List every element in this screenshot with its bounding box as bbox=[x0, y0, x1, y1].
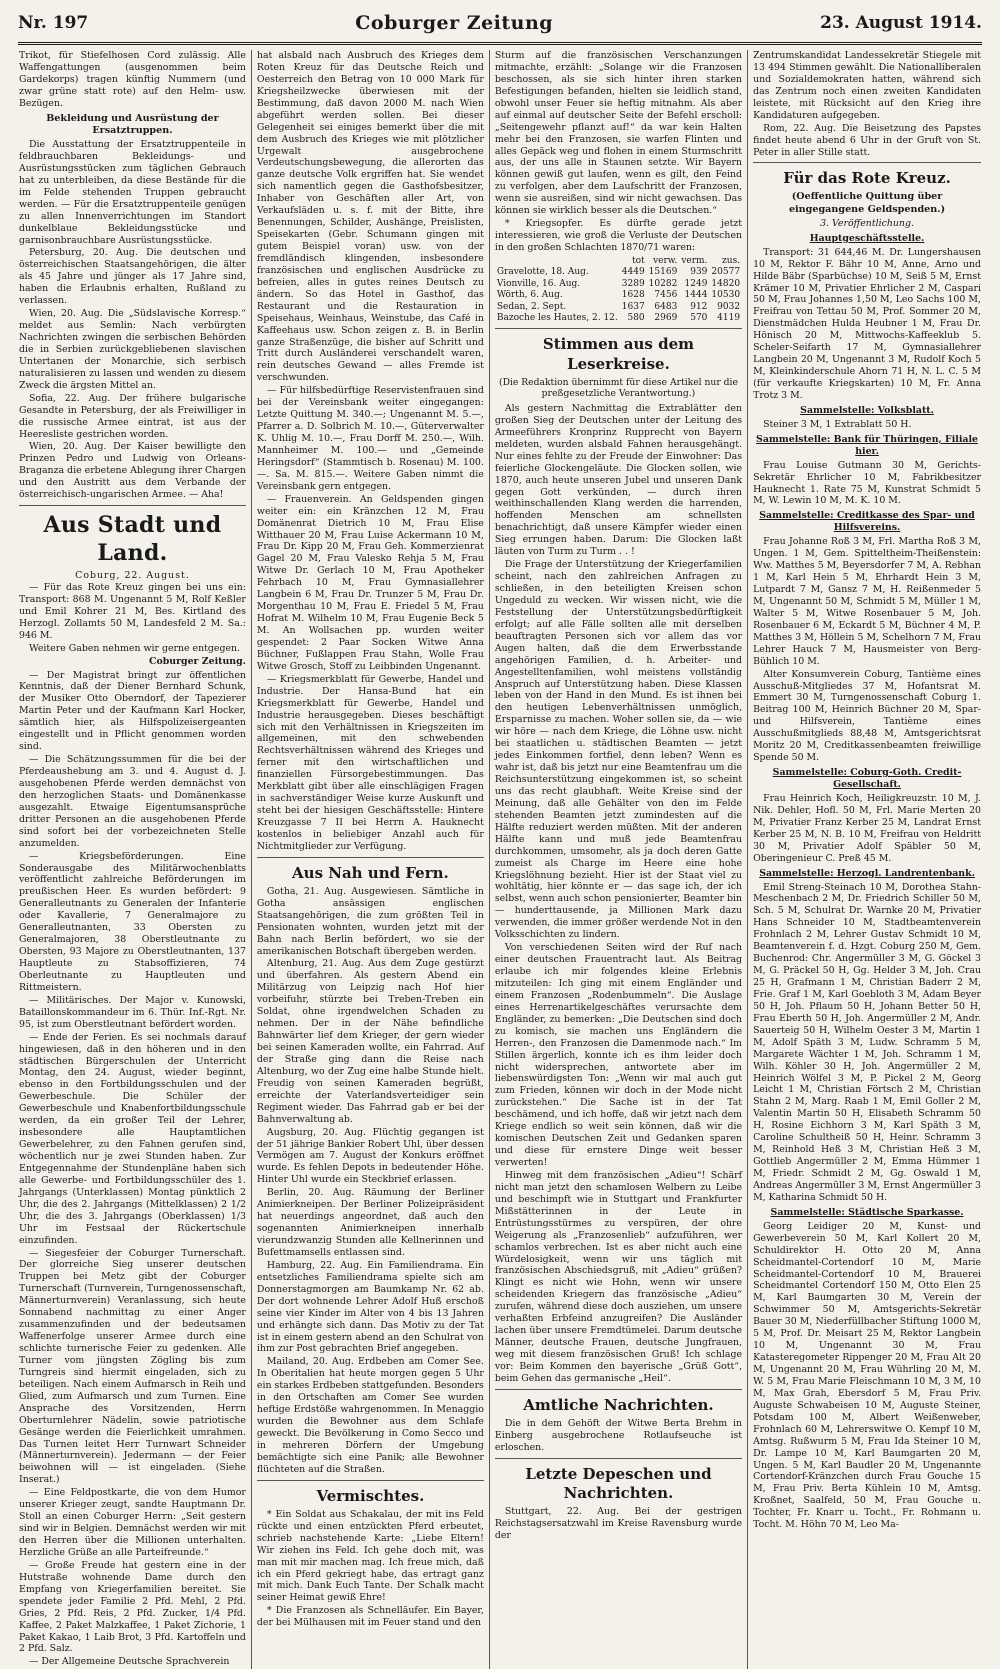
paragraph: — Der Magistrat bringt zur öffentlichen Kenntnis, daß der Diener Bernhard Schunk, der Musiker Otto Oberndorf, der Tapezierer Martin Peter und der Kaufmann Karl Hocker, sämtlich hier, als Hilfspolizeisergeanten eingestellt und in Pflicht genommen worden sind. bbox=[19, 669, 246, 753]
table-cell: verw. bbox=[653, 255, 678, 266]
table-cell: Vionville, 16. Aug. bbox=[496, 278, 581, 289]
table-header-row bbox=[495, 256, 742, 267]
table-cell: 2969 bbox=[654, 313, 678, 324]
divider bbox=[257, 1480, 484, 1481]
column-2 bbox=[252, 50, 490, 1669]
section-heading: Aus Nah und Fern. bbox=[292, 863, 449, 882]
table-cell: 15169 bbox=[648, 267, 678, 278]
collection-point-heading: Sammelstelle: Städtische Sparkasse. bbox=[770, 1206, 964, 1218]
paragraph: Weitere Gaben nehmen wir gerne entgegen. bbox=[29, 642, 241, 654]
paragraph: Petersburg, 20. Aug. Die deutschen und österreichischen Staatsangehörigen, die älter als 45 Jahre und jünger als 17 Jahre sind, haben die Erlaubnis erhalten, Rußland zu verlassen. bbox=[19, 247, 246, 307]
subheading: (Oeffentliche Quittung über eingegangene Geldspenden.) bbox=[788, 191, 946, 215]
newspaper-title: Coburger Zeitung bbox=[355, 12, 554, 34]
paragraph: — Militärisches. Der Major v. Kunowski, Bataillonskommandeur im 6. Thür. Inf.-Rgt. Nr. 95, ist zum Oberstleutnant befördert worden. bbox=[19, 994, 246, 1030]
paragraph: — Kriegsbeförderungen. Eine Sonderausgabe des Militärwochenblatts veröffentlicht zahlreiche Beförderungen im preußischen Heer. Es wurden befördert: 9 Generalleutnants zu Generalen der Infanterie oder Kavallerie, 7 Generalmajore zu Generalleutnanten, 33 Obersten zu Generalmajoren, 38 Oberstleutnante zu Obersten, 93 Majore zu Oberstleutnanten, 137 Hauptleute zu Stabsoffizieren, 74 Oberleutnante zu Hauptleuten und Rittmeistern. bbox=[19, 850, 246, 993]
paragraph: — Siegesfeier der Coburger Turnerschaft. Der glorreiche Sieg unserer deutschen Truppen bei Metz gibt der Coburger Turnerschaft (Turnverein, Turngenossenschaft, Männerturnverein) Veranlassung, sich heute Sonnabend nachmittag zu einer Anger zusammenzufinden und der bedeutsamen Waffenerfolge unserer Armee durch eine schlichte turnerische Feier zu gedenken. Alle Turner vom jüngsten Zögling bis zum Turngreis sind hiermit eingeladen, sich zu beteiligen. Nach einem Aufmarsch in Reih und Glied, zum Aufmarsch und zum Turnen. Eine Ansprache des Vorsitzenden, Herrn Oberturnlehrer Nädelin, sowie patriotische Gesänge werden die Feierlichkeit umrahmen. Das Turnen leitet Herr Turnwart Schneider (Männerturnverein). Jedermann — der Feier beiwohnen will — ist eingeladen. (Siehe Inserat.) bbox=[19, 1247, 246, 1486]
column-3 bbox=[490, 50, 748, 1669]
paragraph: — Für hilfsbedürftige Reservistenfrauen sind bei der Vereinsbank weiter eingegangen: Letzte Quittung M. 340.—; Ungenannt M. 5.—, Pfarrer a. D. Solbrich M. 10.—, Güterverwalter K. Uhlig M. 10.—, Frau Dorff M. 250.—, Wilh. Mannheimer M. 100.— und „Gemeinde Heringsdorf“ (Stammtisch b. Rosenau) M. 100.—. Sa. M. 815.—. Weitere Gaben nimmt die Vereinsbank gern entgegen. bbox=[256, 385, 484, 492]
collection-point-heading: Sammelstelle: Coburg-Goth. Credit-Gesellschaft. bbox=[772, 767, 962, 791]
paragraph: Sofia, 22. Aug. Der frühere bulgarische Gesandte in Petersburg, der als Freiwilliger in die russische Armee eintrat, ist aus der Heeresliste gestrichen worden. bbox=[19, 392, 246, 440]
paragraph: * Ein Soldat aus Schakalau, der mit ins Feld rückte und einen entzückten Pferd erbeutet, schrieb nachstehende Karte: „Liebe Eltern! Wir ziehen ins Feld. Ich gehe doch mit, was man mit mir machen mag. Ich freue mich, daß ich ein Pferd gekriegt habe, das ertragt ganz mit mich. Dank Euch Tante. Der Schalk macht seiner Heimat gewiß Ehre! bbox=[256, 1508, 484, 1604]
table-cell: verm. bbox=[681, 255, 708, 266]
editorial-note: (Die Redaktion übernimmt für diese Artikel nur die preßgesetzliche Verantwortung.) bbox=[498, 376, 738, 400]
table-row bbox=[495, 313, 742, 324]
paragraph: Alter Konsumverein Coburg, Tantième eines Ausschuß-Mitgliedes 37 M, Hofantsrat M. Emmert 30 M, Turngenossenschaft Coburg 1. Beitrag 100 M, Heinrich Büchner 20 M, Spar- und Hilfsverein, Tantième eines Ausschußmitglieds 88,48 M, Amtsgerichtsrat Moritz 20 M, Creditkassenbeamten freiwillige Spende 50 M. bbox=[753, 668, 981, 764]
paragraph: Hinweg mit dem französischen „Adieu“! Schärf nicht man jetzt den schamlosen Welbern zu Leibe und beschimpft wie in Stuttgart und Frankfurter Mißstätterinnen in der Leute in Entrüstungsstürmes zu verspüren, der ohre Weigerung als „Franzosenlieb“ aufzuführen, wer schamlos verbrechen. Ist es aber nicht auch eine Würdelosigkeit, wenn wir uns täglich mit französischen Abschiedsgruß, mit „Adieu“ grüßen? Klingt es nicht wie Hohn, wenn wir unsere scheidenden Kriegern das französische „Adieu“ zurufen, während diese doch ausziehen, um unsere verhaßten Erbfeind anzugreifen? Die Ausländer lachen über unsere Fremdtümelei. Darum deutsche Männer, deutsche Frauen, deutsche Jungfrauen, weg mit diesem französischen Gruß! Ich schlage vor: Beim Kommen den bayerische „Grüß Gott“, beim Gehen das germanische „Heil“. bbox=[494, 1169, 743, 1384]
section-heading: Amtliche Nachrichten. bbox=[523, 1395, 714, 1414]
paragraph: Wien, 20. Aug. Der Kaiser bewilligte den Prinzen Pedro und Ludwig von Orleans-Braganza die erbetene Ablegung ihrer Chargen und den Austritt aus dem Verbande der österreichisch-ungarischen Armee. — Aha! bbox=[19, 441, 246, 501]
table-row bbox=[495, 290, 742, 301]
paragraph: hat alsbald nach Ausbruch des Krieges dem Roten Kreuz für das Deutsche Reich und Oesterreich den Betrag von 10 000 Mark für Kriegsheilzwecke überwiesen mit der Bestimmung, daß davon 2000 M. nach Wien abgeführt werden sollen. Bei dieser Gelegenheit sei einiges bemerkt über die mit dem Ausbruch des Krieges wie mit plötzlicher Urgewalt ausgebrochene Verdeutschungsbewegung, die allerorten das ganze deutsche Volk ergriffen hat. Sie wendet sich namentlich gegen die Gasthofsbesitzer, Inhaber von Geschäften aller Art, von Verkaufsläden u. s. f. mit der Bitte, ihre Benennungen, Schilder, Aushänge, Preislisten, Speisekarten (Gebr. Schumann gingen mit gutem Beispiel voran) usw. von der fremdländisch klingenden, insbesondere französischen und englischen Ausdrücke zu befreien, alles in gutes reines Deutsch zu ändern. So das Hotel in Gasthof, das Restaurant und die Restauration in Speisehaus, Weinhaus, Weinstube, das Café in Kaffeehaus usw. Schon zeigen z. B. in Berlin ganze Straßenzüge, die bisher auf Schritt und Tritt durch Ausländerei verschandelt waren, rein deutsches Gewand — alles Fremde ist verschwunden. bbox=[256, 50, 484, 384]
paragraph: Zentrumskandidat Landessekretär Stiegele mit 13 494 Stimmen gewählt. Die Nationalliberalen und Sozialdemokraten hatten, während sich das Zentrum noch einen zweiten Kandidaten leistete, mit Rücksicht auf den Krieg ihre Kandidaturen aufgegeben. bbox=[753, 50, 981, 121]
paragraph: Rom, 22. Aug. Die Beisetzung des Papstes findet heute abend 6 Uhr in der Gruft von St. Peter in aller Stille statt. bbox=[753, 122, 981, 158]
dateline: Coburg, 22. August. bbox=[75, 570, 190, 582]
paragraph: — Kriegsmerkblatt für Gewerbe, Handel und Industrie. Der Hansa-Bund hat ein Kriegsmerkblatt für Gewerbe, Handel und Industrie herausgegeben. Dieses beschäftigt sich mit den Verhältnissen in Kriegszeiten im allgemeinen, mit den schwebenden Rechtsverhältnissen während des Krieges und ferner mit den wirtschaftlichen und finanziellen Fürsorgebestimmungen. Das Merkblatt gibt über alle einschlägigen Fragen in sachverständiger Weise kurze Auskunft und steht bei der hiesigen Geschäftsstelle: Hintere Kreuzgasse 7 II bei Herrn A. Hauknecht kostenlos in beliebiger Anzahl auch für Nichtmitglieder zur Verfügung. bbox=[256, 673, 484, 852]
paragraph: Sturm auf die französischen Verschanzungen mitmachte, erzählt: „Solange wir die Franzosen beschossen, als sie sich hinter ihren starken Befestigungen befanden, hielten sie leidlich stand, obwohl unser Feuer sie heftig mitnahm. Als aber auf einmal auf deutscher Seite der Befehl erscholl: „Seitengewehr pflanzt auf!“ da war kein Halten mehr bei den Franzosen, sie warfen Flinten und alles Gepäck weg und flohen in einem Sturmschritt aus, der uns alle in Staunen setzte. Wir Bayern können gewiß gut laufen, wenn es gilt, den Feind zu verfolgen, aber dem Laufschritt der Franzosen, wenn sie ausreißen, sind wir nicht gewachsen. Das können sie wirklich besser als die Deutschen.“ bbox=[494, 50, 743, 217]
paragraph: Von verschiedenen Seiten wird der Ruf nach einer deutschen Frauentracht laut. Als Beitrag erlaube ich mir folgendes kleine Erlebnis mitzuteilen: Ich ging mit einem Engländer und einem Franzosen „Rodenbummeln“. Die Auslage eines Herrenartikelgeschäftes verursachte dem Engländer, zu bemerken: „Die Deutschen sind doch zu komisch, sie machen uns Engländern die Herren-, den Franzosen die Damenmode nach.“ Im Stillen ärgerlich, konnte ich es ihm leider doch nicht widersprechen, antwortete aber im liebenswürdigsten Ton: „Wenn wir mal auch gut zum Frieden, können wir doch in der Mode nicht zurückstehen.“ Die Sache ist in der Tat beschämend, und ich hoffe, daß wir jetzt nach dem Kriege endlich so weit sein können, daß wir die komischen Deutschen Zeit und Gedanken sparen und diese für ernstere Dinge weit besser verwerten! bbox=[494, 942, 743, 1168]
section-heading: Letzte Depeschen und Nachrichten. bbox=[525, 1464, 712, 1502]
table-cell: 9032 bbox=[717, 301, 741, 312]
paragraph: — Die Schätzungssummen für die bei der Pferdeaushebung am 3. und 4. August d. J. ausgehobenen Pferde werden demnächst von den herzoglichen Staats- und Domänenkasse ausgezahlt. Etwaige Eigentumsansprüche dritter Personen an die ausgehobenen Pferde sind sofort bei der vorbezeichneten Stelle anzumelden. bbox=[19, 754, 246, 849]
table-row bbox=[495, 279, 742, 290]
divider bbox=[495, 1389, 742, 1390]
paragraph: Berlin, 20. Aug. Räumung der Berliner Animierkneipen. Der Berliner Polizeipräsident hat neuerdings angeordnet, daß auch den sogenannten Animierkneipen innerhalb vierundzwanzig Stunden alle Kellnerinnen und Bufettmamsells entlassen sind. bbox=[256, 1187, 484, 1258]
table-cell: tot bbox=[632, 255, 645, 266]
masthead bbox=[18, 4, 982, 45]
table-cell: 580 bbox=[627, 313, 645, 324]
table-cell: 912 bbox=[690, 301, 708, 312]
signoff: Coburger Zeitung. bbox=[149, 655, 246, 667]
table-cell: 10282 bbox=[648, 278, 678, 289]
table-cell: zus. bbox=[722, 255, 741, 266]
paragraph: Georg Leidiger 20 M, Kunst- und Gewerbeverein 50 M, Karl Kollert 20 M, Schuldirektor H. Otto 20 M, Anna Scheidmantel-Cortendorf 10 M, Marie Scheidmantel-Cortendorf 10 M, Brauerei Scheidmantel Cortendorf 150 M, Otto Elen 25 M, Karl Baumgarten 30 M, Verein der Schwimmer 50 M, Amtsgerichts-Sekretär Bauer 30 M, Niederfüllbacher Stiftung 1000 M, 5 M, Prof. Dr. Meisart 25 M, Rektor Langbein 10 M, Ungenannt 30 M, Frau Katasteregometer Rippenger 20 M, Frau Alt 20 M, Ungenannt 20 M, Frau Wührling 20 M, M. W. 5 M, Frau Marie Fleischmann 10 M, 3 M, 10 M, Max Grah, Ebersdorf 5 M, Frau Priv. Auguste Schwabeisen 10 M, Auguste Steiner, Potsdam 100 M, Albert Weißenweber, Frohnlach 60 M, Lehrerswitwe O. Kempf 10 M, Amtsg. Rußwurm 5 M, Frau Ida Steiner 10 M, Dr. Lampe 10 M, Karl Baumgarten 20 M, Ungen. 5 M, Karl Baudler 20 M, Ungenannte Cortendorf-Kränzchen durch Frau Gouche 15 M, Frau Priv. Berta Kühlein 10 M, Amtsg. Kroßnet, Saalfeld, 50 M, Frau Gouche u. Tochter, Fr. Knarr u. Tocht., Fr. Rohmann u. Tocht. M. Höhn 70 M, Leo Ma- bbox=[753, 1220, 981, 1531]
table-cell: 1444 bbox=[684, 290, 708, 301]
collection-point-heading: Sammelstelle: Bank für Thüringen, Filiale hier. bbox=[756, 433, 978, 457]
table-cell: 4449 bbox=[621, 267, 645, 278]
paragraph: Die Ausstattung der Ersatztruppenteile in feldbrauchbaren Bekleidungs- und Ausrüstungsstücken zum täglichen Gebrauch hat zu unterbleiben, da diese Bestände für die im Felde stehenden Truppen gebraucht werden. — Für die Ersatztruppenteile genügen zu allen Innenverrichtungen im Standort dunkelblaue Bekleidungsstücke und garnisonbrauchbare Ausrüstungsstücke. bbox=[19, 139, 246, 246]
paragraph: Stuttgart, 22. Aug. Bei der gestrigen Reichstagsersatzwahl im Kreise Ravensburg wurde der bbox=[494, 1505, 743, 1541]
collection-point-heading: Sammelstelle: Volksblatt. bbox=[800, 404, 934, 416]
divider bbox=[19, 505, 246, 506]
paragraph: — Der Allgemeine Deutsche Sprachverein bbox=[29, 1656, 230, 1668]
paragraph: Augsburg, 20. Aug. Flüchtig gegangen ist der 51 jährige Bankier Robert Uhl, über dessen Vermögen am 7. August der Konkurs eröffnet wurde. Es fehlen Depots in bedeutender Höhe. Hinter Uhl wurde ein Steckbrief erlassen. bbox=[256, 1126, 484, 1186]
table-cell: 570 bbox=[690, 313, 708, 324]
divider bbox=[753, 162, 981, 163]
table-cell bbox=[495, 256, 620, 267]
paragraph: — Ende der Ferien. Es sei nochmals darauf hingewiesen, daß in den höheren und in den städtischen Bürgerschulen der Unterricht Montag, den 24. August, wieder beginnt, ebenso in den Fortbildungsschulen und der Gewerbeschule. Die Schüler der Gewerbeschule und Knabenfortbildungsschule werden, da ein großer Teil der Lehrer, insbesondere alle Hauptamtlichen Gewerbelehrer, zu den Fahnen gerufen sind, wöchentlich nur je zwei Stunden haben. Zur Entgegennahme der Stundenpläne haben sich alle Gewerbe- und Fortbildungsschüler des 1. Jahrgangs (Unterklassen) Montag pünktlich 2 Uhr, die des 2. Jahrgangs (Mittelklassen) 2 1/2 Uhr, die des 3. Jahrgangs (Oberklassen) 1/3 Uhr im Festsaal der Rückertschule einzufinden. bbox=[19, 1031, 246, 1246]
column-1 bbox=[14, 50, 252, 1669]
paragraph: Frau Johanne Roß 3 M, Frl. Martha Roß 3 M, Ungen. 1 M, Gem. Spitteltheim-Theißenstein: Ww. Matthes 5 M, Beyersdorfer 7 M, A. Rebhan 1 M, Karl Hein 5 M, Ehrhardt Hein 3 M, Lutpardt 7 M, Gansz 7 M, H. Reißenmeder 5 M, Ungenannt 50 M, Schmidt 5 M, Müller 1 M, Walter 5 M, Witwe Rosenbauer 5 M, Joh. Rosenbauer 6 M, Eckardt 5 M, Büchner 4 M, P. Matthes 3 M, Höllein 5 M, Schelhorn 7 M, Frau Lehrer Hauck 7 M, Hausmeister von Berg-Bühlich 10 M. bbox=[753, 536, 981, 667]
paragraph: Emil Streng-Steinach 10 M, Dorothea Stahn-Meschenbach 2 M, Dr. Friedrich Schiller 50 M, Sch. 5 M, Schulrat Dr. Warnke 20 M, Privatier Hans Schneider 10 M, Stadtbeamtenverein Frohnlach 2 M, Lehrer Gustav Schmidt 10 M, Beamtenverein f. d. Hzgt. Coburg 250 M, Gem. Buchenrod: Chr. Angermüller 3 M, G. Göckel 3 M, G. Präckel 50 H, Gg. Helder 3 M, Joh. Crau 25 H, Grafmann 1 M, Christian Baderr 2 M, Frie. Graf 1 M, Karl Goebloth 3 M, Adam Beyer 50 H, Joh. Pflaum 50 H, Johann Better 50 H, Frau Eberth 50 H, Joh. Angermüller 2 M, Andr. Sauerteig 50 H, Wilhelm Oester 3 M, Martin 1 M, Adolf Späth 3 M, Ludw. Schramm 5 M, Margarete Wächter 1 M, Joh. Schramm 1 M, Wilh. Köhler 30 H, Joh. Angermüller 2 M, Heinrich Wölfel 3 M, P. Pickel 2 M, Georg Leicht 1 M, Christian Förtsch 2 M, Christian Stahn 2 M, Marg. Raab 1 M, Emil Goller 2 M, Valentin Martin 50 H, Elisabeth Schramm 50 H, Rosine Eichhorn 3 M, Karl Späth 3 M, Caroline Schultheiß 50 H, Heinr. Schramm 3 M, Reinhold Heß 3 M, Christian Heß 3 M, Gottlieb Angermüller 2 M, Emma Hümmer 1 M, Friedr. Schmidt 2 M, Gg. Oswald 1 M, Andreas Angermüller 3 M, Ernst Angermüller 3 M, Katharina Schmidt 50 H. bbox=[753, 881, 981, 1203]
paragraph: Transport: 31 644,46 M. Dr. Lungershausen 10 M, Rektor F. Bähr 10 M, Anne, Arno und Hilde Bäbr (Sparbüchse) 10 M, Seiß 5 M, Ernst Krämer 10 M, Privatier Ehrlicher 2 M, Caspari 50 M, Frau Johannes 1,50 M, Leo Sachs 100 M, Freifrau von Tettau 50 M, Prof. Sommer 20 M, Dienstmädchen Hulda Heubner 1 M, Frau Dr. Hönisch 20 M, Mittwochs-Kaffeeklub 5. Scheler-Seifarth 17 M, Gymnasiallehrer Langbein 20 M, Ungenannt 3 M, Rudolf Koch 5 M, Kleinkinderschule Ahorn 71 H, N. L. C. 5 M (für verkaufte Kriegskarten) 10 M, Fr. Anna Trotz 3 M. bbox=[753, 246, 981, 401]
paragraph: Frau Heinrich Koch, Heiligkreuzstr. 10 M, J. Nik. Dehler, Hofl. 50 M, Frl. Marie Merten 20 M, Privatier Franz Kerber 25 M, Landrat Ernst Kerber 25 M, N. B. 10 M, Freifrau von Heldritt 30 M, Privatier Adolf Späbler 50 M, Oberingenieur C. Preß 45 M. bbox=[753, 792, 981, 864]
divider bbox=[495, 328, 742, 329]
paragraph: Hamburg, 22. Aug. Ein Familiendrama. Ein entsetzliches Familiendrama spielte sich am Donnerstagmorgen am Baumkamp Nr. 62 ab. Der dort wohnende Lehrer Adolf Huß erschoß seine vier Kinder im Alter von 4 bis 13 Jahren und erhängte sich dann. Das Motiv zu der Tat ist in einem gestern abend an den Schulrat von ihm zur Post gebrachten Brief angegeben. bbox=[256, 1259, 484, 1355]
table-cell: Sedan, 2. Sept. bbox=[496, 301, 567, 312]
subheading: Bekleidung und Ausrüstung der Ersatztruppen. bbox=[46, 112, 219, 136]
collection-point-heading: Sammelstelle: Creditkasse des Spar- und Hilfsvereins. bbox=[759, 510, 975, 534]
section-heading: Für das Rote Kreuz. bbox=[783, 169, 951, 188]
table-cell: 6483 bbox=[654, 301, 678, 312]
paragraph: Mailand, 20. Aug. Erdbeben am Comer See. In Oberitalien hat heute morgen gegen 5 Uhr ein starkes Erdbeben stattgefunden. Besonders in den Ortschaften am Comer See wurden heftige Erdstöße wahrgenommen. In Menaggio wurden die Bewohner aus dem Schlafe geweckt. Die Bevölkerung in Como Secco und in mehreren Dörfern der Umgebung bemächtigte sich eine Panik; alle Bewohner flüchteten auf die Straßen. bbox=[256, 1356, 484, 1475]
table-cell: 1637 bbox=[621, 301, 645, 312]
column-4 bbox=[748, 50, 986, 1669]
divider bbox=[495, 1458, 742, 1459]
paragraph: Gotha, 21. Aug. Ausgewiesen. Sämtliche in Gotha ansässigen englischen Staatsangehörigen, die zum größten Teil in Pensionaten wohnten, wurden jetzt mit der Bahn nach Berlin befördert, wo sie der amerikanischen Botschaft übergeben werden. bbox=[256, 885, 484, 957]
paragraph: — Frauenverein. An Geldspenden gingen weiter ein: ein Kränzchen 12 M, Frau Domänenrat Dietrich 10 M, Frau Elise Witthauer 20 M, Frau Luise Ackermann 10 M, Frau Dr. Kipp 20 M, Frau Geh. Kommerzienrat Gagel 20 M, Frau Valesko Rehja 5 M, Frau Witwe Dr. Gerlach 10 M, Frau Apotheker Fehrbach 10 M, Frau Gymnasiallehrer Langbein 6 M, Frau Dr. Trunzer 5 M, Frau Dr. Morgenthau 10 M, Frau E. Friedel 5 M, Frau Hofrat M. Wilhelm 10 M, Frau Eugenie Beck 5 M. An Wollsachen pp. wurden weiter gespendet: 2 Paar Socken Witwe Anna Büchner, Fußlappen Frau Stahn, Wolle Frau Witwe Grosch, Stoff zu Leibbinden Ungenannt. bbox=[256, 493, 484, 672]
section-heading: Aus Stadt und Land. bbox=[43, 512, 222, 567]
collection-point-heading: Sammelstelle: Herzogl. Landrentenbank. bbox=[759, 867, 975, 879]
issue-date: 23. August 1914. bbox=[820, 13, 982, 33]
table-row bbox=[495, 267, 742, 278]
section-heading: Stimmen aus dem Leserkreise. bbox=[542, 335, 694, 373]
table-cell: 7456 bbox=[654, 290, 678, 301]
paragraph: — Große Freude hat gestern eine in der Hutstraße wohnende Dame durch den Empfang von Kriegerfamilien bereitet. Sie spendete jeder Familie 2 Pfd. Mehl, 2 Pfd. Gries, 2 Pfd. Reis, 2 Pfd. Zucker, 1/4 Pfd. Kaffee, 2 Paket Malzkaffee, 1 Paket Zichorie, 1 Paket Kakao, 1 Laib Brot, 3 Pfd. Kartoffeln und 2 Pfd. Salz. bbox=[19, 1559, 246, 1655]
table-cell: 939 bbox=[690, 267, 708, 278]
table-cell: 20577 bbox=[711, 267, 741, 278]
paragraph: * Kriegsopfer. Es dürfte gerade jetzt interessieren, wie groß die Verluste der Deutschen in den großen Schlachten 1870/71 waren: bbox=[494, 218, 743, 253]
paragraph: Frau Louise Gutmann 30 M, Gerichts-Sekretär Ehrlicher 10 M, Fabrikbesitzer Hauknecht 1. Rate 75 M, Kunstrat Schmidt 5 M, W. Lewin 10 M, M. K. 10 M. bbox=[753, 459, 981, 507]
divider bbox=[257, 857, 484, 858]
paragraph: Altenburg, 21. Aug. Aus dem Zuge gestürzt und überfahren. Als gestern Abend ein Militärzug von Leipzig nach Hof hier vorbeifuhr, stürzte bei Treben-Treben ein Soldat, ohne irgendwelchen Schaden zu nehmen. Der in der Nähe befindliche Bahnwärter lief dem Krieger, der gern wieder bei seinen Kameraden wollte, ein Fahrrad. Auf der Straße ging dann die Reise nach Altenburg, wo der Zug eine halbe Stunde hielt. Freudig von seinen Kameraden begrüßt, erreichte der Vaterlandsverteidiger sein Regiment wieder. Das Fahrrad gab er bei der Bahnverwaltung ab. bbox=[256, 958, 484, 1125]
table-cell: 10530 bbox=[711, 290, 741, 301]
casualty-table bbox=[495, 256, 742, 325]
installment-label: 3. Veröffentlichung. bbox=[820, 217, 914, 229]
paragraph: Wien, 20. Aug. Die „Südslavische Korresp.“ meldet aus Semlin: Nach verbürgten Nachrichten zwingen die serbischen Behörden die in Serbien zurückgebliebenen slavischen Untertanen der Monarchie, sich serbisch naturalisieren zu lassen und wenden zu diesem Zweck die ärgsten Mittel an. bbox=[19, 308, 246, 391]
table-cell: Bazoche les Hautes, 2. 12. bbox=[496, 313, 618, 324]
table-cell: 1628 bbox=[621, 290, 645, 301]
table-cell: Gravelotte, 18. Aug. bbox=[496, 267, 589, 278]
table-cell: 4119 bbox=[717, 313, 741, 324]
table-cell: 3289 bbox=[621, 278, 645, 289]
collection-point-heading: Hauptgeschäftsstelle. bbox=[809, 232, 925, 244]
table-cell: 14820 bbox=[711, 278, 741, 289]
paragraph: Die in dem Gehöft der Witwe Berta Brehm in Einberg ausgebrochene Rotlaufseuche ist erloschen. bbox=[494, 1417, 743, 1453]
paragraph: Steiner 3 M, 1 Extrablatt 50 H. bbox=[763, 418, 912, 430]
paragraph: Trikot, für Stiefelhosen Cord zulässig. Alle Waffengattungen (ausgenommen beim Gardekorps) tragen künftig Nummern (und zwar grüne statt rote) auf den Helm- usw. Bezügen. bbox=[19, 50, 246, 109]
paragraph: Als gestern Nachmittag die Extrablätter den großen Sieg der Deutschen unter der Leitung des Armeeführers Kronprinz Rupprecht von Bayern meldeten, wurden alsbald Fahnen herausgehängt. Nur eines fehlte zu der Freude der Einwohner: Das feierliche Glockengeläute. Die Glocken sollen, wie 1870, auch heute unseren Jubel und unseren Dank gegen Gott verkünden, — durch ihren weithinschallenden Klang werden die harrenden, hoffenden Menschen am schnellsten benachrichtigt, daß unsere Kämpfer wieder einen Sieg errungen haben. Darum: Die Glocken laßt läuten von Turm zu Turm . . ! bbox=[494, 402, 743, 558]
text-columns bbox=[14, 50, 986, 1668]
paragraph: — Für das Rote Kreuz gingen bei uns ein: Transport: 868 M. Ungenannt 5 M, Rolf Keßler und Emil Kohrer 21 M, Bes. Kirtland des Herzogl. Zollamts 50 M, Landesfeld 2 M. Sa.: 946 M. bbox=[19, 581, 246, 641]
paragraph: * Die Franzosen als Schnelläufer. Ein Bayer, der bei Mülhausen mit im Feuer stand und den bbox=[256, 1605, 484, 1629]
issue-number: Nr. 197 bbox=[18, 13, 89, 33]
table-cell: 1249 bbox=[684, 278, 708, 289]
table-row bbox=[495, 302, 742, 313]
paragraph: — Eine Feldpostkarte, die von dem Humor unserer Krieger zeugt, sandte Hauptmann Dr. Stoll an einen Coburger Herrn: „Seit gestern sind wir in Belgien. Demnächst werden wir mit den Herren über die Millionen unterhalten. Herzliche Grüße an alle Parteifreunde.“ bbox=[19, 1487, 246, 1558]
paragraph: Die Frage der Unterstützung der Kriegerfamilien scheint, nach den zahlreichen Anfragen zu schließen, in den beteiligten Kreisen schon Ungeduld zu wecken. Wir wissen nicht, wie die Feststellung der Unterstützungsbedürftigkeit erfolgt; auf alle Fälle sollten alle mit derselben beauftragten Personen sich vor allem das vor Augen halten, daß die dem Erwerbsstande angehörigen Familien, d. h. Arbeiter- und Angestelltenfamilien, wohl meistens vollständig Anspruch auf Unterstützung haben. Diese Klassen leben von der Hand in den Mund. Es ist ihnen bei den heutigen Lebenverhältnissen unmöglich, Ersparnisse zu machen. Woher sollen sie, da — wie wir höre — nach dem Kriege, die Löhne usw. nicht bei staatlichen u. städtischen Beamten — jetzt jedes Einkommen fortfiel, denn leben? Wenn es wahr ist, daß bis jetzt nur eine Beamtenfrau um die Reichsunterstützung eingekommen ist, so scheint uns das recht glaubhaft. Weite Kreise sind der Meinung, daß alle Gehälter von den im Felde stehenden Beamten jetzt zumindesten auf die Hälfte reduziert werden müßten. Mit der anderen Hälfte kann und muß jede Beamtenfrau durchkommen, umsomehr, als ja doch deren Gatte zumeist als Charge im Heere eine hohe Kriegslöhnung bezieht. Hier ist der Staat viel zu wohltätig, hier könnte er — das sage ich, der ich selbst, wenn auch schon pensionierter, Beamter bin — hunderttausende, ja Millionen Mark dazu verwenden, die immer größer werdende Not in den Volksschichten zu lindern. bbox=[494, 559, 743, 941]
table-cell: Wörth, 6. Aug. bbox=[496, 290, 563, 301]
section-heading: Vermischtes. bbox=[316, 1486, 425, 1505]
